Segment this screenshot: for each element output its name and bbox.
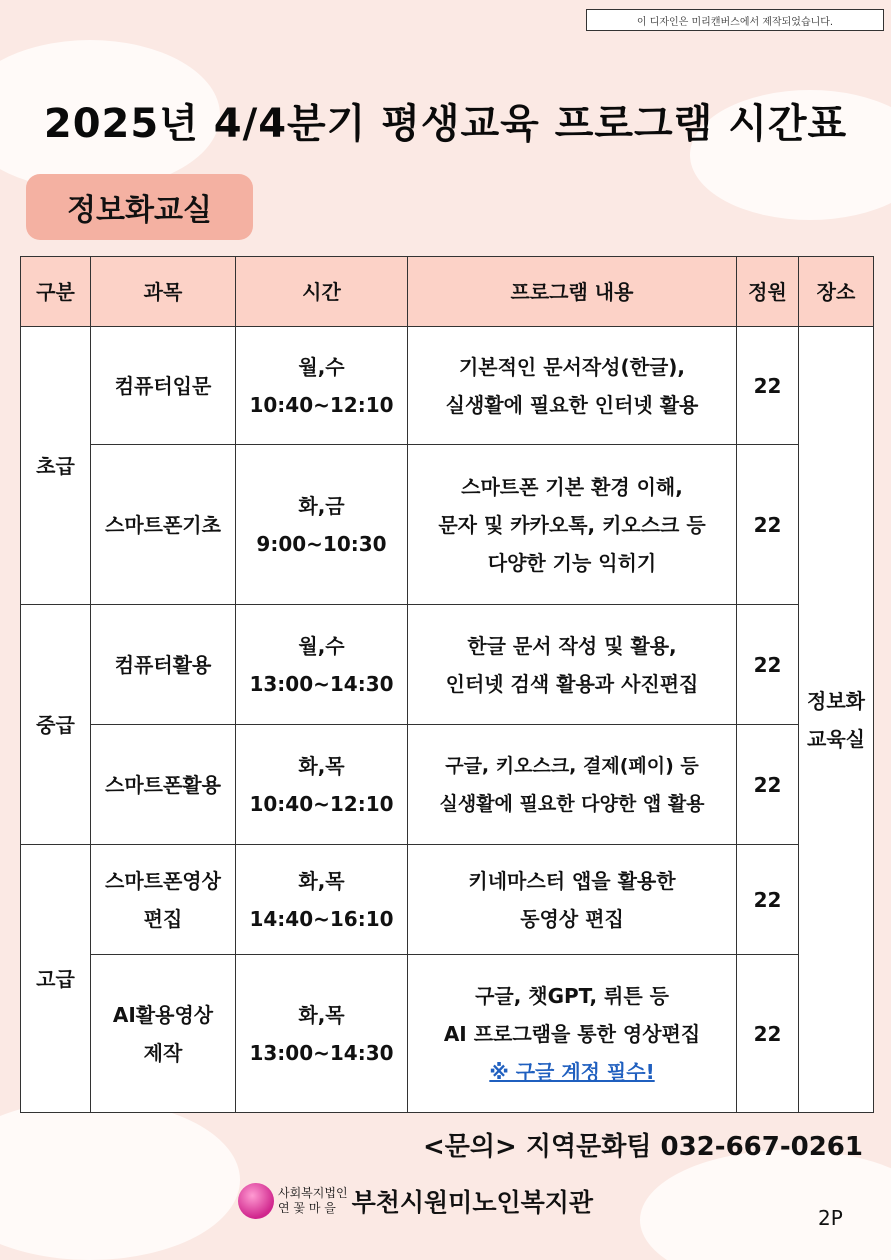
contact-info: <문의> 지역문화팀 032-667-0261 bbox=[423, 1132, 863, 1162]
header-place: 장소 bbox=[799, 257, 874, 327]
level-cell: 고급 bbox=[21, 845, 91, 1113]
capacity-cell: 22 bbox=[737, 605, 799, 725]
subject-cell: AI활용영상 제작 bbox=[91, 955, 236, 1113]
lotus-logo-icon bbox=[238, 1183, 274, 1219]
time-cell: 화,목 10:40~12:10 bbox=[236, 725, 408, 845]
capacity-cell: 22 bbox=[737, 725, 799, 845]
level-cell: 초급 bbox=[21, 327, 91, 605]
subject-cell: 스마트폰영상 편집 bbox=[91, 845, 236, 955]
content-cell: 스마트폰 기본 환경 이해, 문자 및 카카오톡, 키오스크 등 다양한 기능 익히기 bbox=[408, 445, 737, 605]
header-time: 시간 bbox=[236, 257, 408, 327]
content-cell: 기본적인 문서작성(한글), 실생활에 필요한 인터넷 활용 bbox=[408, 327, 737, 445]
organization-name: 부천시원미노인복지관 bbox=[351, 1188, 594, 1217]
table-row bbox=[21, 955, 874, 1113]
header-subject: 과목 bbox=[91, 257, 236, 327]
subject-cell: 스마트폰활용 bbox=[91, 725, 236, 845]
subject-cell: 스마트폰기초 bbox=[91, 445, 236, 605]
account-required-note: ※ 구글 계정 필수! bbox=[489, 1059, 655, 1084]
level-cell: 중급 bbox=[21, 605, 91, 845]
time-cell: 월,수 13:00~14:30 bbox=[236, 605, 408, 725]
background-cloud bbox=[0, 1100, 240, 1260]
content-cell: 구글, 키오스크, 결제(페이) 등 실생활에 필요한 다양한 앱 활용 bbox=[408, 725, 737, 845]
table-row bbox=[21, 327, 874, 445]
content-cell: 한글 문서 작성 및 활용, 인터넷 검색 활용과 사진편집 bbox=[408, 605, 737, 725]
schedule-table bbox=[20, 256, 874, 1113]
capacity-cell: 22 bbox=[737, 845, 799, 955]
table-row bbox=[21, 845, 874, 955]
capacity-cell: 22 bbox=[737, 327, 799, 445]
table-row bbox=[21, 725, 874, 845]
time-cell: 월,수 10:40~12:10 bbox=[236, 327, 408, 445]
time-cell: 화,목 13:00~14:30 bbox=[236, 955, 408, 1113]
header-level: 구분 bbox=[21, 257, 91, 327]
header-capacity: 정원 bbox=[737, 257, 799, 327]
design-credit: 이 디자인은 미리캔버스에서 제작되었습니다. bbox=[586, 9, 884, 31]
place-cell: 정보화 교육실 bbox=[799, 327, 874, 1113]
capacity-cell: 22 bbox=[737, 445, 799, 605]
page-number: 2P bbox=[818, 1206, 843, 1230]
subject-cell: 컴퓨터입문 bbox=[91, 327, 236, 445]
organization-subtitle: 사회복지법인 연 꽃 마 을 bbox=[278, 1186, 348, 1215]
page-title: 2025년 4/4분기 평생교육 프로그램 시간표 bbox=[43, 101, 848, 147]
background-cloud bbox=[640, 1150, 891, 1260]
table-row bbox=[21, 445, 874, 605]
time-cell: 화,금 9:00~10:30 bbox=[236, 445, 408, 605]
table-row bbox=[21, 605, 874, 725]
subject-cell: 컴퓨터활용 bbox=[91, 605, 236, 725]
content-cell: 키네마스터 앱을 활용한 동영상 편집 bbox=[408, 845, 737, 955]
content-cell: 구글, 챗GPT, 뤼튼 등 AI 프로그램을 통한 영상편집 ※ 구글 계정 필수! bbox=[408, 955, 737, 1113]
organization-footer bbox=[238, 1183, 593, 1219]
time-cell: 화,목 14:40~16:10 bbox=[236, 845, 408, 955]
header-content: 프로그램 내용 bbox=[408, 257, 737, 327]
section-badge: 정보화교실 bbox=[26, 174, 253, 240]
table-header-row bbox=[21, 257, 874, 327]
capacity-cell: 22 bbox=[737, 955, 799, 1113]
